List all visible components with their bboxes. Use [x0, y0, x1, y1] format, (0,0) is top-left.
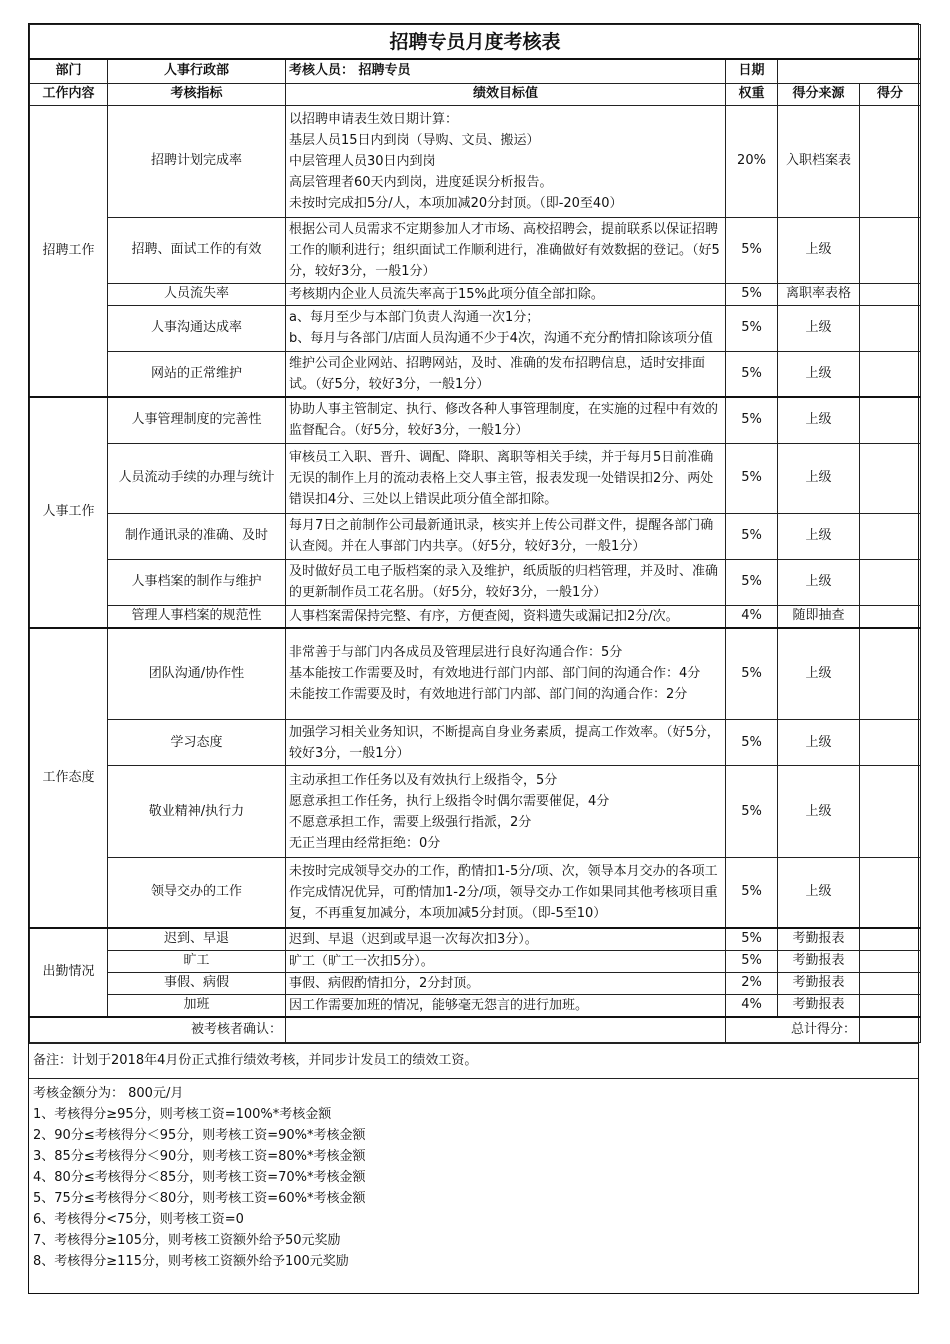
goal-cell: 根据公司人员需求不定期参加人才市场、高校招聘会，提前联系以保证招聘工作的顺利进行；组织面试工作顺利进行，准确做好有效数据的登记。（好5分，较好3分，一般1分） — [286, 217, 726, 283]
goal-cell: 因工作需要加班的情况，能够毫无怨言的进行加班。 — [286, 994, 726, 1017]
source-cell: 上级 — [778, 443, 860, 513]
score-field[interactable] — [860, 105, 921, 217]
appraisee-confirm-field[interactable] — [286, 1017, 726, 1043]
indicator-cell: 领导交办的工作 — [108, 858, 286, 928]
score-field[interactable] — [860, 559, 921, 605]
score-field[interactable] — [860, 443, 921, 513]
table-row — [30, 305, 921, 351]
work-category: 工作态度 — [30, 628, 108, 928]
score-field[interactable] — [860, 305, 921, 351]
score-field[interactable] — [860, 972, 921, 994]
rule-item: 1、考核得分≥95分，则考核工资=100%*考核金额 — [33, 1107, 332, 1122]
table-row — [30, 858, 921, 928]
source-cell: 上级 — [778, 559, 860, 605]
weight-cell: 5% — [726, 513, 778, 559]
table-row — [30, 283, 921, 305]
source-cell: 上级 — [778, 305, 860, 351]
work-category: 出勤情况 — [30, 928, 108, 1017]
total-score-label: 总计得分： — [726, 1017, 860, 1043]
source-cell: 上级 — [778, 628, 860, 720]
rule-item: 8、考核得分≥115分，则考核工资额外给予100元奖励 — [33, 1254, 349, 1269]
footer-row — [30, 1017, 921, 1043]
source-cell: 上级 — [778, 858, 860, 928]
indicator-cell: 加班 — [108, 994, 286, 1017]
table-row — [30, 994, 921, 1017]
table-row — [30, 950, 921, 972]
goal-cell: 以招聘申请表生效日期计算： 基层人员15日内到岗（导购、文员、搬运） 中层管理人员30日内到岗 高层管理者60天内到岗，进度延误分析报告。 未按时完成扣5分/人，本项加减20分封顶。（即-20至40） — [286, 105, 726, 217]
goal-cell: 主动承担工作任务以及有效执行上级指令，5分 愿意承担工作任务，执行上级指令时偶尔需要催促，4分 不愿意承担工作，需要上级强行指派，2分 无正当理由经常拒绝：0分 — [286, 766, 726, 858]
appraisal-table — [29, 24, 921, 1043]
source-cell: 上级 — [778, 720, 860, 766]
weight-cell: 4% — [726, 994, 778, 1017]
rule-item: 6、考核得分<75分，则考核工资=0 — [33, 1212, 244, 1227]
weight-cell: 5% — [726, 950, 778, 972]
goal-cell: 加强学习相关业务知识，不断提高自身业务素质，提高工作效率。（好5分，较好3分，一般1分） — [286, 720, 726, 766]
table-row — [30, 628, 921, 720]
page-title: 招聘专员月度考核表 — [30, 25, 921, 60]
table-row — [30, 513, 921, 559]
dept-value: 人事行政部 — [108, 59, 286, 83]
appraisee-confirm-label: 被考核者确认： — [30, 1017, 286, 1043]
weight-cell: 20% — [726, 105, 778, 217]
table-row — [30, 559, 921, 605]
goal-cell: 协助人事主管制定、执行、修改各种人事管理制度，在实施的过程中有效的监督配合。（好5分，较好3分，一般1分） — [286, 397, 726, 443]
indicator-cell: 人事沟通达成率 — [108, 305, 286, 351]
score-field[interactable] — [860, 766, 921, 858]
table-row — [30, 397, 921, 443]
source-cell: 上级 — [778, 351, 860, 397]
date-field[interactable] — [778, 59, 921, 83]
work-category: 人事工作 — [30, 397, 108, 628]
col-header-indicator: 考核指标 — [108, 83, 286, 105]
score-field[interactable] — [860, 605, 921, 628]
source-cell: 上级 — [778, 766, 860, 858]
indicator-cell: 迟到、早退 — [108, 928, 286, 951]
goal-cell: 每月7日之前制作公司最新通讯录，核实并上传公司群文件，提醒各部门确认查阅。并在人事部门内共享。（好5分，较好3分，一般1分） — [286, 513, 726, 559]
indicator-cell: 管理人事档案的规范性 — [108, 605, 286, 628]
goal-cell: 及时做好员工电子版档案的录入及维护，纸质版的归档管理，并及时、准确的更新制作员工花名册。（好5分，较好3分，一般1分） — [286, 559, 726, 605]
table-row — [30, 443, 921, 513]
indicator-cell: 招聘计划完成率 — [108, 105, 286, 217]
rule-item: 5、75分≤考核得分＜80分，则考核工资=60%*考核金额 — [33, 1191, 366, 1206]
weight-cell: 5% — [726, 443, 778, 513]
weight-cell: 4% — [726, 605, 778, 628]
source-cell: 上级 — [778, 513, 860, 559]
goal-cell: 迟到、早退（迟到或早退一次每次扣3分）。 — [286, 928, 726, 951]
goal-cell: 维护公司企业网站、招聘网站，及时、准确的发布招聘信息，适时安排面试。（好5分，较好3分，一般1分） — [286, 351, 726, 397]
weight-cell: 5% — [726, 397, 778, 443]
weight-cell: 5% — [726, 217, 778, 283]
score-field[interactable] — [860, 994, 921, 1017]
weight-cell: 5% — [726, 283, 778, 305]
source-cell: 随即抽查 — [778, 605, 860, 628]
score-field[interactable] — [860, 950, 921, 972]
date-label: 日期 — [726, 59, 778, 83]
indicator-cell: 敬业精神/执行力 — [108, 766, 286, 858]
rule-item: 7、考核得分≥105分，则考核工资额外给予50元奖励 — [33, 1233, 341, 1248]
source-cell: 上级 — [778, 217, 860, 283]
dept-label: 部门 — [30, 59, 108, 83]
appraisee-label: 考核人员： 招聘专员 — [286, 59, 726, 83]
score-field[interactable] — [860, 283, 921, 305]
col-header-work: 工作内容 — [30, 83, 108, 105]
col-header-goal: 绩效目标值 — [286, 83, 726, 105]
indicator-cell: 网站的正常维护 — [108, 351, 286, 397]
goal-cell: 考核期内企业人员流失率高于15%此项分值全部扣除。 — [286, 283, 726, 305]
goal-cell: 人事档案需保持完整、有序，方便查阅，资料遗失或漏记扣2分/次。 — [286, 605, 726, 628]
indicator-cell: 事假、病假 — [108, 972, 286, 994]
indicator-cell: 学习态度 — [108, 720, 286, 766]
score-field[interactable] — [860, 628, 921, 720]
source-cell: 离职率表格 — [778, 283, 860, 305]
weight-cell: 5% — [726, 766, 778, 858]
score-field[interactable] — [860, 928, 921, 951]
score-field[interactable] — [860, 397, 921, 443]
score-field[interactable] — [860, 217, 921, 283]
goal-cell: 审核员工入职、晋升、调配、降职、离职等相关手续，并于每月5日前准确无误的制作上月的流动表格上交人事主管，报表发现一处错误扣2分、两处错误扣4分、三处以上错误此项分值全部扣除。 — [286, 443, 726, 513]
goal-cell: 非常善于与部门内各成员及管理层进行良好沟通合作：5分 基本能按工作需要及时，有效地进行部门内部、部门间的沟通合作：4分 未能按工作需要及时，有效地进行部门内部、部门间的沟通合作：2分 — [286, 628, 726, 720]
col-header-source: 得分来源 — [778, 83, 860, 105]
weight-cell: 2% — [726, 972, 778, 994]
goal-cell: 事假、病假酌情扣分，2分封顶。 — [286, 972, 726, 994]
table-row — [30, 605, 921, 628]
col-header-score: 得分 — [860, 83, 921, 105]
weight-cell: 5% — [726, 559, 778, 605]
rule-item: 4、80分≤考核得分＜85分，则考核工资=70%*考核金额 — [33, 1170, 366, 1185]
weight-cell: 5% — [726, 928, 778, 951]
goal-cell: 旷工（旷工一次扣5分）。 — [286, 950, 726, 972]
indicator-cell: 人员流失率 — [108, 283, 286, 305]
score-field[interactable] — [860, 351, 921, 397]
indicator-cell: 人事管理制度的完善性 — [108, 397, 286, 443]
work-category: 招聘工作 — [30, 105, 108, 397]
table-row — [30, 928, 921, 951]
score-field[interactable] — [860, 858, 921, 928]
rule-item: 3、85分≤考核得分＜90分，则考核工资=80%*考核金额 — [33, 1149, 366, 1164]
rules-block — [29, 1078, 918, 1293]
weight-cell: 5% — [726, 305, 778, 351]
weight-cell: 5% — [726, 628, 778, 720]
appraisal-sheet — [28, 23, 919, 1294]
score-field[interactable] — [860, 513, 921, 559]
table-row — [30, 105, 921, 217]
goal-cell: 未按时完成领导交办的工作，酌情扣1-5分/项、次，领导本月交办的各项工作完成情况优异，可酌情加1-2分/项，领导交办工作如果同其他考核项目重复，不再重复加减分，本项加减5分封顶。（即-5至10） — [286, 858, 726, 928]
col-header-weight: 权重 — [726, 83, 778, 105]
table-row — [30, 972, 921, 994]
table-row — [30, 766, 921, 858]
indicator-cell: 人员流动手续的办理与统计 — [108, 443, 286, 513]
source-cell: 入职档案表 — [778, 105, 860, 217]
source-cell: 考勤报表 — [778, 994, 860, 1017]
source-cell: 考勤报表 — [778, 928, 860, 951]
table-row — [30, 720, 921, 766]
weight-cell: 5% — [726, 720, 778, 766]
indicator-cell: 旷工 — [108, 950, 286, 972]
weight-cell: 5% — [726, 858, 778, 928]
remark-row — [29, 1043, 918, 1078]
total-score-field[interactable] — [860, 1017, 921, 1043]
rule-item: 2、90分≤考核得分＜95分，则考核工资=90%*考核金额 — [33, 1128, 366, 1143]
score-field[interactable] — [860, 720, 921, 766]
table-row — [30, 351, 921, 397]
indicator-cell: 招聘、面试工作的有效 — [108, 217, 286, 283]
indicator-cell: 人事档案的制作与维护 — [108, 559, 286, 605]
remark-text: 备注：计划于2018年4月份正式推行绩效考核，并同步计发员工的绩效工资。 — [33, 1053, 478, 1068]
source-cell: 上级 — [778, 397, 860, 443]
goal-cell: a、每月至少与本部门负责人沟通一次1分； b、每月与各部门/店面人员沟通不少于4次，沟通不充分酌情扣除该项分值 — [286, 305, 726, 351]
source-cell: 考勤报表 — [778, 972, 860, 994]
source-cell: 考勤报表 — [778, 950, 860, 972]
indicator-cell: 团队沟通/协作性 — [108, 628, 286, 720]
indicator-cell: 制作通讯录的准确、及时 — [108, 513, 286, 559]
rules-amount: 考核金额分为： 800元/月 — [33, 1086, 184, 1101]
table-row — [30, 217, 921, 283]
weight-cell: 5% — [726, 351, 778, 397]
